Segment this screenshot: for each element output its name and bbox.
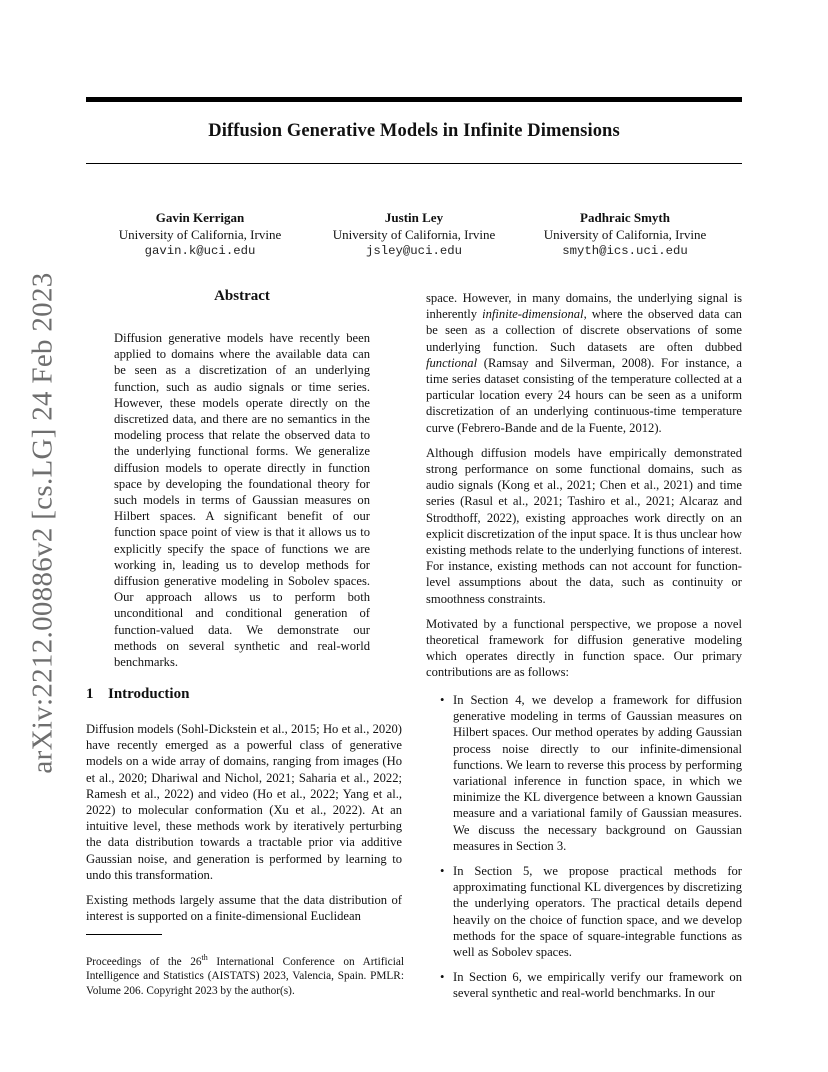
author-affiliation: University of California, Irvine: [332, 227, 496, 242]
title-bottom-rule: [86, 163, 742, 164]
author-block-2: [304, 209, 524, 260]
arxiv-side-stamp: arXiv:2212.00886v2 [cs.LG] 24 Feb 2023: [26, 272, 59, 774]
abstract-text: Diffusion generative models have recently been applied to domains where the available data can be seen as a discretization of an underlying function, such as audio signals or time series. However, these models operate directly on the discretized data, and there are no semantics in the modeling process that relate the observed data to the underlying functional forms. We generalize diffusion models to operate directly in function space by developing the foundational theory for such models in terms of Gaussian measures on Hilbert spaces. A significant benefit of our function space point of view is that it allows us to explicitly specify the space of functions we are working in, leading us to develop methods for diffusion generative modeling in Sobolev spaces. Our approach allows us to perform both unconditional and conditional generation of function-valued data. We demonstrate our methods on several synthetic and real-world benchmarks.: [114, 331, 370, 670]
author-block-1: [90, 209, 310, 260]
list-item-text: In Section 6, we empirically verify our framework on several synthetic and real-world benchmarks. In our: [453, 970, 742, 1001]
bullet-icon: •: [440, 693, 445, 707]
author-email: smyth@ics.uci.edu: [562, 244, 688, 258]
author-email: jsley@uci.edu: [366, 244, 462, 258]
footnote-rule: [86, 934, 162, 935]
list-item: [426, 692, 742, 854]
section-number: 1: [86, 686, 94, 702]
bullet-icon: •: [440, 864, 445, 879]
text-run: space. However, in many domains, the underlying signal is inherently: [426, 291, 742, 322]
author-name: Padhraic Smyth: [580, 210, 670, 225]
footnote-superscript: th: [201, 953, 208, 962]
footnote-text-end: International Conference on Artificial Intelligence and Statistics (AISTATS) 2023, Valencia, Spain. PMLR: Volume 206. Copyright 2023 by the author(s).: [86, 955, 404, 997]
text-run: , where the observed data can be seen as a collection of discrete observations of some underlying function. Such datasets are often dubbed: [426, 307, 742, 354]
intro-paragraph-2: Existing methods largely assume that the data distribution of interest is supported on a finite-dimensional Euclidean: [86, 893, 402, 924]
emphasis-infinite-dimensional: infinite-dimensional: [482, 307, 584, 322]
footnote: [86, 951, 404, 999]
list-item: [426, 969, 742, 1001]
right-column-body: [426, 290, 742, 681]
author-email: gavin.k@uci.edu: [144, 244, 256, 258]
introduction-body: [86, 721, 402, 924]
author-block-3: [515, 209, 735, 260]
list-item: [426, 863, 742, 960]
abstract-heading: Abstract: [214, 288, 270, 304]
right-paragraph-2: Although diffusion models have empirically demonstrated strong performance on some functional domains, such as audio signals (Kong et al., 2021; Chen et al., 2021) and time series (Rasul et al., 2021; Tashiro et al., 2021; Alcaraz and Strodthoff, 2022), existing approaches work directly on an explicit discretization of the input space. It is thus unclear how existing methods relate to the underlying functions of interest. For instance, existing methods can not account for function-level assumptions about the data, such as continuity or smoothness constraints.: [426, 445, 742, 606]
right-paragraph-3: Motivated by a functional perspective, we propose a novel theoretical framework for diffusion generative modeling which operates directly in function space. Our primary contributions are as follows:: [426, 616, 742, 680]
list-item-text: In Section 5, we propose practical methods for approximating functional KL divergences by discretizing the underlying operators. The practical details depend heavily on the choice of function space, and we develop methods for the space of square-integrable functions as well as Sobolev spaces.: [453, 864, 742, 960]
section-title: Introduction: [108, 686, 190, 702]
section-heading-introduction: [86, 686, 189, 703]
top-thick-rule: [86, 97, 742, 102]
emphasis-functional: functional: [426, 355, 478, 370]
right-paragraph-1: [426, 290, 742, 436]
footnote-text-start: Proceedings of the 26: [86, 955, 202, 968]
author-affiliation: University of California, Irvine: [118, 227, 282, 242]
author-name: Justin Ley: [384, 210, 444, 225]
intro-paragraph-1: Diffusion models (Sohl-Dickstein et al., 2015; Ho et al., 2020) have recently emerged as a powerful class of generative models on a wide array of domains, ranging from images (Ho et al., 2020; Dhariwal and Nichol, 2021; Saharia et al., 2022; Ramesh et al., 2022) and video (Ho et al., 2022; Yang et al., 2022) to molecular conformation (Xu et al., 2022). At an intuitive level, these methods work by iteratively perturbing the data distribution towards a tractable prior via additive Gaussian noise, and generation is performed by learning to undo this transformation.: [86, 722, 402, 882]
bullet-icon: •: [440, 970, 445, 985]
paper-title: Diffusion Generative Models in Infinite Dimensions: [208, 121, 620, 141]
author-affiliation: University of California, Irvine: [543, 227, 707, 242]
author-name: Gavin Kerrigan: [155, 210, 245, 225]
list-item-text: In Section 4, we develop a framework for diffusion generative modeling in terms of Gaussian measures on Hilbert spaces. Our method operates by adding Gaussian process noise directly to our infinite-dimensional functions. We learn to reverse this process by performing variational inference in function space, in which we minimize the KL divergence between a known Gaussian measure and a variational family of Gaussian measures. We discuss the necessary background on Gaussian measures in Section 3.: [453, 693, 742, 853]
text-run: (Ramsay and Silverman, 2008). For instance, a time series dataset consisting of the temperature collected at a particular location every 24 hours can be seen as a uniform discretization of an underlying continuous-time temperature curve (Febrero-Bande and de la Fuente, 2012).: [426, 355, 742, 435]
contributions-list: [426, 692, 742, 1011]
